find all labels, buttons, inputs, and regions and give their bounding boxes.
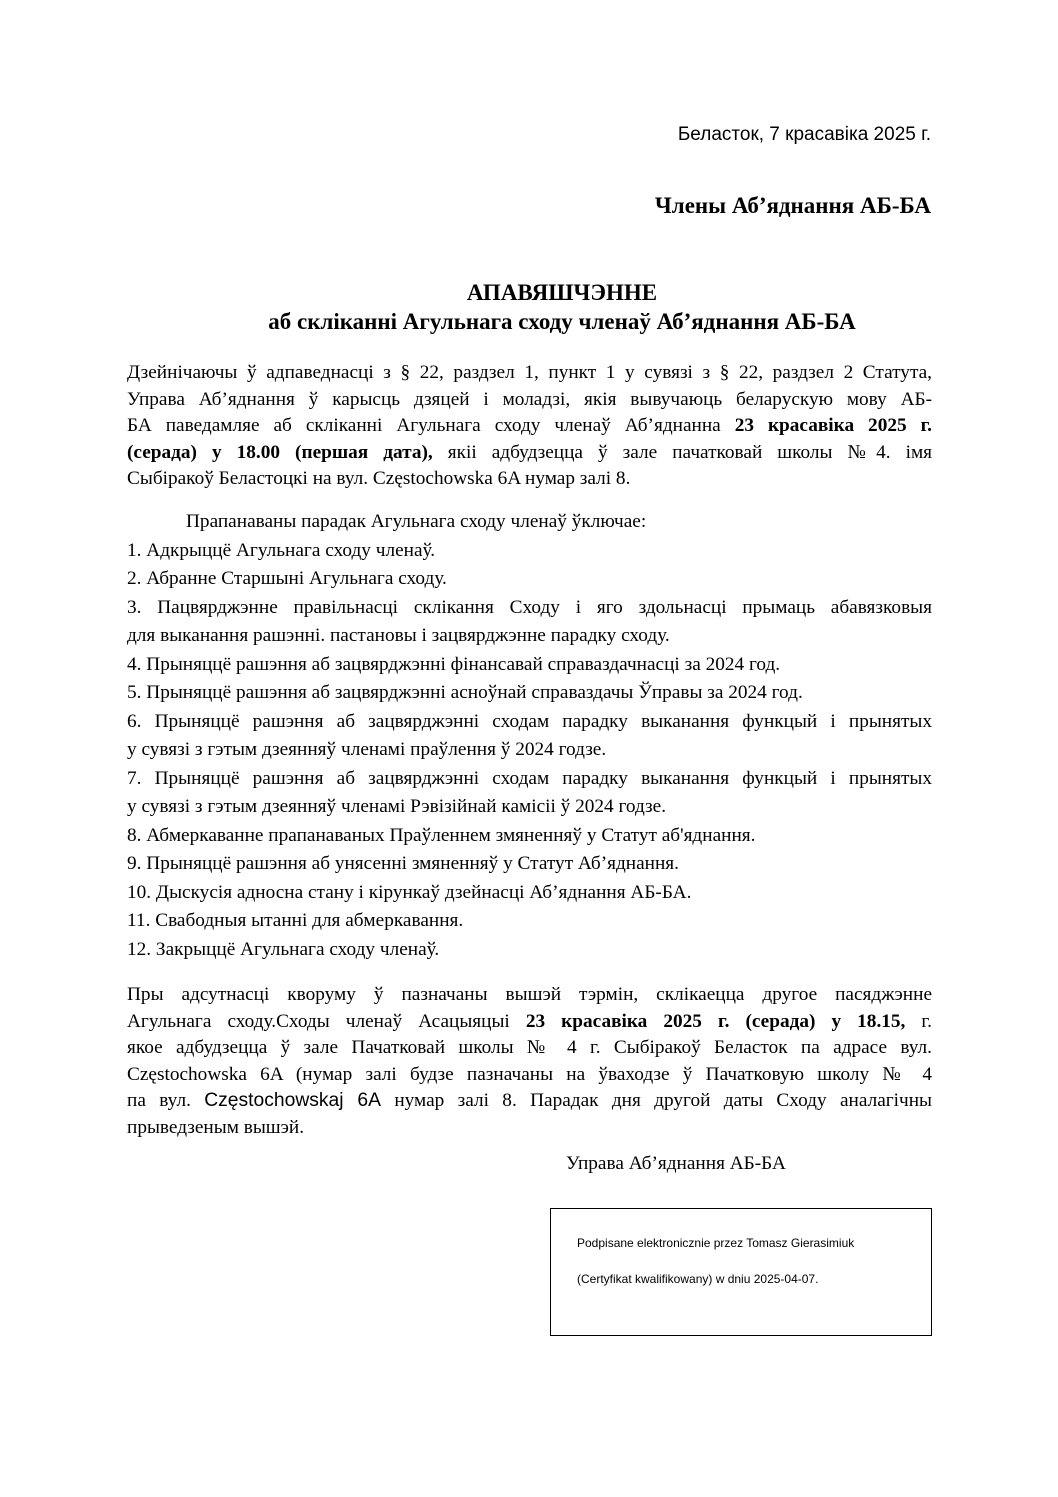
- agenda-item: 3. Пацвярджэнне правільнасці склікання Сходу і яго здольнасці прымаць абавязковыя для выканання рашэнні. пастановы і зацвярджэнне парадку сходу.: [127, 596, 932, 646]
- signature-line-1: Podpisane elektronicznie przez Tomasz Gierasimiuk: [577, 1236, 855, 1250]
- electronic-signature-box: [550, 1208, 932, 1336]
- second-line-3: якое адбудзецца ў зале Пачатковай школы № 4 г. Сыбіракоў Беласток па адрасе вул.: [127, 1037, 932, 1058]
- board-signature-line: Управа Аб’яднання АБ-БА: [566, 1153, 786, 1174]
- intro-line-1: Дзейнічаючы ў адпаведнасці з § 22, раздзел 1, пункт 1 у сувязі з § 22, раздзел 2 Статута,: [127, 362, 932, 383]
- agenda-item: 7. Прыняццё рашэння аб зацвярджэнні сходам парадку выканання функцый і прынятых у сувязі з гэтым дзеянняў членамі Рэвізійнай камісіі ў 2024 годзе.: [127, 767, 932, 817]
- agenda-item: 5. Прыняццё рашэння аб зацвярджэнні асноўнай справаздачы Ўправы за 2024 год.: [127, 682, 803, 703]
- intro-paragraph: [127, 360, 932, 493]
- agenda-intro: Прапанаваны парадак Агульнага сходу членаў ўключае:: [186, 511, 647, 532]
- addressee: Члены Аб’яднання АБ-БА: [654, 193, 931, 218]
- second-date-bold: 23 красавіка 2025 г. (серада) у 18.15,: [525, 1010, 906, 1032]
- agenda-item: 11. Свабодныя ытанні для абмеркавання.: [127, 910, 464, 931]
- intro-line-5: Сыбіракоў Беластоцкі на вул. Częstochowska 6A нумар залі 8.: [127, 468, 631, 489]
- agenda-item: 4. Прыняццё рашэння аб зацвярджэнні фінансавай справаздачнасці за 2024 год.: [127, 653, 781, 675]
- agenda-item: 10. Дыскусія адносна стану і кірункаў дзейнасці Аб’яднання АБ-БА.: [127, 881, 692, 903]
- second-line-6: прыведзеным вышэй.: [127, 1116, 305, 1138]
- place-date: Беласток, 7 красавіка 2025 г.: [677, 124, 931, 145]
- signature-line-2: (Certyfikat kwalifikowany) w dniu 2025-04-07.: [577, 1272, 819, 1286]
- agenda-list: [127, 508, 932, 964]
- second-date-paragraph: [127, 982, 932, 1141]
- document-subtitle: аб скліканні Агульнага сходу членаў Аб’яднання АБ-БА: [268, 309, 856, 334]
- agenda-item: 9. Прыняццё рашэння аб унясенні змяненняў у Статут Аб’яднання.: [127, 853, 679, 874]
- agenda-item: 6. Прыняццё рашэння аб зацвярджэнні сходам парадку выканання функцый і прынятых у сувязі з гэтым дзеянняў членамі праўлення ў 2024 годзе.: [127, 710, 932, 760]
- agenda-item: 2. Абранне Старшыні Агульнага сходу.: [127, 568, 447, 589]
- second-line-2: Агульнага сходу.Сходы членаў Асацыяцыі 23 красавіка 2025 г. (серада) у 18.15, г.: [127, 1010, 932, 1032]
- second-line-1: Пры адсутнасці кворуму ў пазначаны вышэй тэрмін, склікаецца другое пасяджэнне: [127, 984, 932, 1005]
- meeting-time-bold: (серада) у 18.00 (першая дата),: [127, 441, 433, 463]
- agenda-item: 12. Закрыццё Агульнага сходу членаў.: [127, 938, 440, 960]
- agenda-item: 8. Абмеркаванне прапанаваных Праўленнем змяненняў у Статут аб'яднання.: [127, 824, 756, 846]
- second-line-5: па вул. Częstochowskaj 6A нумар залі 8. Парадак дня другой даты Сходу аналагічны: [127, 1090, 932, 1111]
- intro-line-3: БА паведамляе аб скліканні Агульнага сходу членаў Аб’яднанна 23 красавіка 2025 г.: [127, 415, 932, 436]
- document-title: АПАВЯШЧЭННЕ: [466, 280, 658, 305]
- agenda-item: 1. Адкрыццё Агульнага сходу членаў.: [127, 539, 436, 561]
- intro-line-4: (серада) у 18.00 (першая дата), якіі адбудзецца ў зале пачатковай школы №4. імя: [127, 441, 933, 463]
- second-line-4: Częstochowska 6A (нумар залі будзе пазначаны на ўваходзе ў Пачатковую школу № 4: [127, 1063, 932, 1085]
- meeting-date-bold: 23 красавіка 2025 г.: [734, 415, 932, 436]
- intro-line-2: Управа Аб’яднання ў карысць дзяцей і моладзі, якія вывучаюць беларускую мову АБ-: [127, 388, 932, 410]
